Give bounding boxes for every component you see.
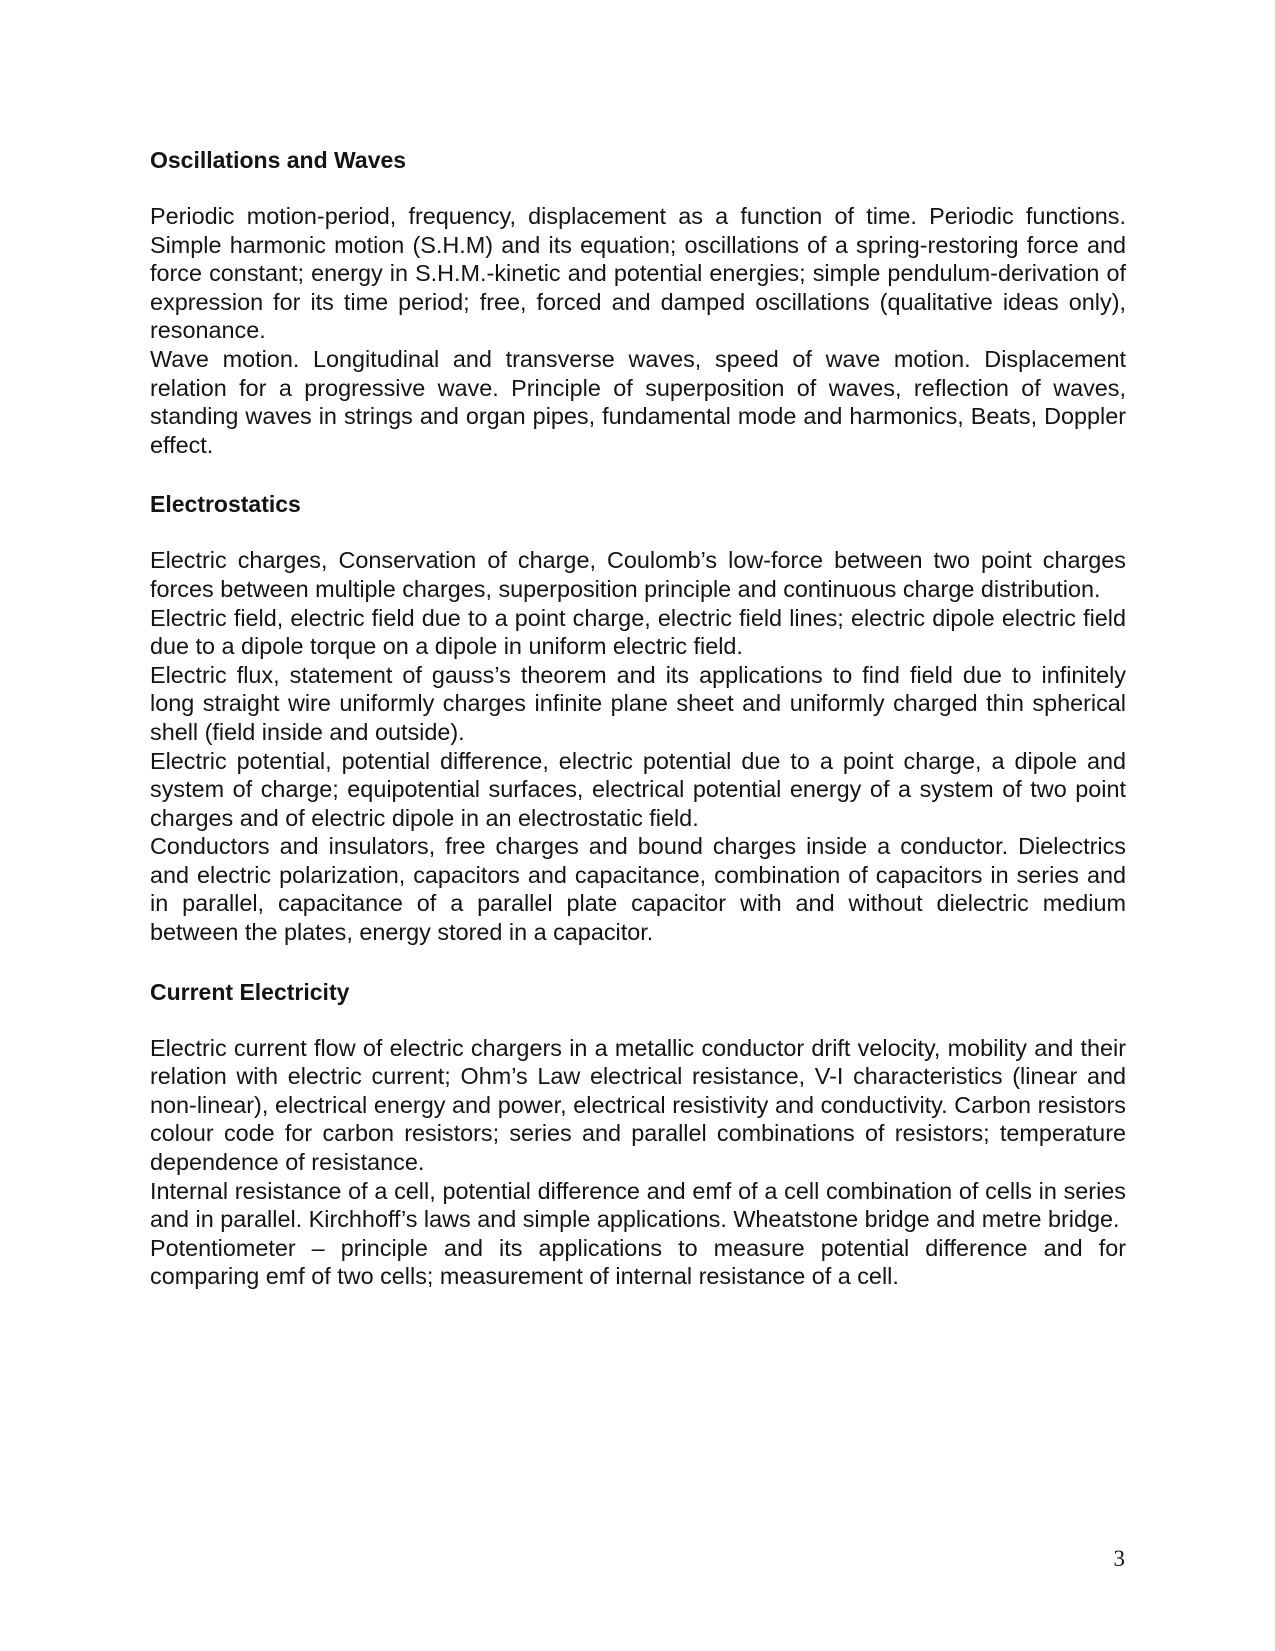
section-electrostatics [150, 490, 1126, 946]
paragraph: Electric potential, potential difference, electric potential due to a point charge, a dipole and system of charge; equipotential surfaces, electrical potential energy of a system of two point charges and of electric dipole in an electrostatic field. [150, 747, 1126, 831]
paragraph: Wave motion. Longitudinal and transverse waves, speed of wave motion. Displacement relation for a progressive wave. Principle of superposition of waves, reflection of waves, standing waves in strings and organ pipes, fundamental mode and harmonics, Beats, Doppler effect. [150, 345, 1126, 458]
paragraph: Periodic motion-period, frequency, displacement as a function of time. Periodic functions. Simple harmonic motion (S.H.M) and its equation; oscillations of a spring-restoring force and force constant; energy in S.H.M.-kinetic and potential energies; simple pendulum-derivation of expression for its time period; free, forced and damped oscillations (qualitative ideas only), resonance. [150, 203, 1126, 344]
page-number: 3 [1113, 1546, 1125, 1571]
paragraph: Electric flux, statement of gauss’s theorem and its applications to find field due to infinitely long straight wire uniformly charges infinite plane sheet and uniformly charged thin spherical shell (field inside and outside). [150, 661, 1126, 745]
paragraph: Electric charges, Conservation of charge, Coulomb’s low-force between two point charges forces between multiple charges, superposition principle and continuous charge distribution. [150, 547, 1126, 602]
section-current-electricity [150, 978, 1126, 1291]
section-heading: Oscillations and Waves [150, 147, 407, 173]
paragraph: Electric field, electric field due to a point charge, electric field lines; electric dipole electric field due to a dipole torque on a dipole in uniform electric field. [150, 604, 1126, 660]
document-page [150, 146, 1126, 1322]
paragraph: Internal resistance of a cell, potential difference and emf of a cell combination of cells in series and in parallel. Kirchhoff’s laws and simple applications. Wheatstone bridge and metre bridge. [150, 1177, 1126, 1233]
paragraph: Electric current flow of electric chargers in a metallic conductor drift velocity, mobility and their relation with electric current; Ohm’s Law electrical resistance, V-I characteristics (linear and non-linear), electrical energy and power, electrical resistivity and conductivity. Carbon resistors colour code for carbon resistors; series and parallel combinations of resistors; temperature dependence of resistance. [150, 1034, 1126, 1176]
section-oscillations-and-waves [150, 146, 1126, 459]
section-heading: Electrostatics [150, 491, 301, 518]
section-heading: Current Electricity [150, 978, 350, 1005]
paragraph: Potentiometer – principle and its applications to measure potential difference and for comparing emf of two cells; measurement of internal resistance of a cell. [150, 1234, 1126, 1290]
paragraph: Conductors and insulators, free charges and bound charges inside a conductor. Dielectrics and electric polarization, capacitors and capacitance, combination of capacitors in series and in parallel, capacitance of a parallel plate capacitor with and without dielectric medium between the plates, energy stored in a capacitor. [150, 833, 1126, 946]
